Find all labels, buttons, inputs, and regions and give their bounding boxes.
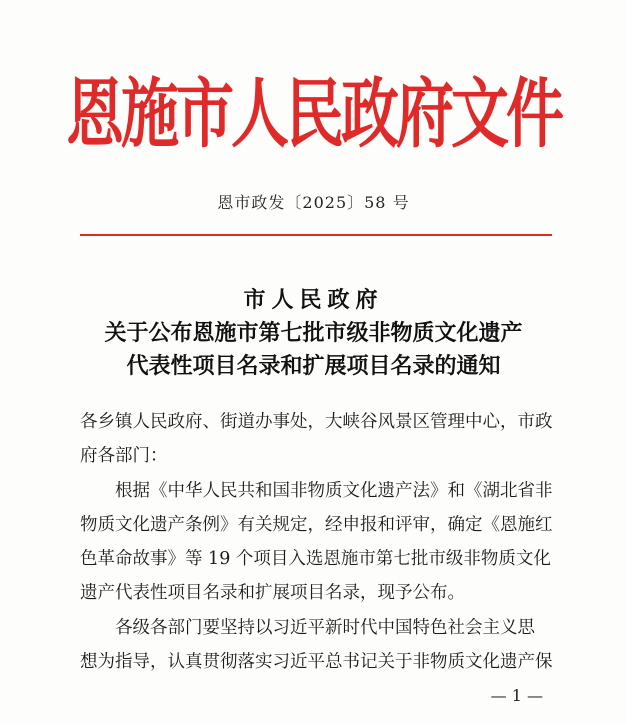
title-line-3: 代表性项目名录和扩展项目名录的通知 [126,353,501,379]
title-line-2: 关于公布恩施市第七批市级非物质文化遗产 [104,320,523,346]
body-line: 各级各部门要坚持以习近平新时代中国特色社会主义思 [80,618,535,638]
body-line: 色革命故事》等 19 个项目入选恩施市第七批市级非物质文化 [80,549,551,569]
body-line: 物质文化遗产条例》有关规定，经申报和评审，确定《恩施红 [80,515,553,535]
body-line: 想为指导，认真贯彻落实习近平总书记关于非物质文化遗产保 [80,652,553,672]
body-line: 府各部门： [80,446,168,466]
body-line: 遗产代表性项目名录和扩展项目名录，现予公布。 [80,583,465,603]
page-number: — 1 — [490,686,543,705]
document-number: 恩市政发〔2025〕58 号 [217,193,410,212]
body-line: 根据《中华人民共和国非物质文化遗产法》和《湖北省非 [80,481,553,501]
title-issuer: 市人民政府 [243,287,384,313]
body-line: 各乡镇人民政府、街道办事处，大峡谷风景区管理中心，市政 [80,412,553,432]
red-divider [80,234,552,236]
masthead-title: 恩施市人民政府文件 [65,69,561,159]
